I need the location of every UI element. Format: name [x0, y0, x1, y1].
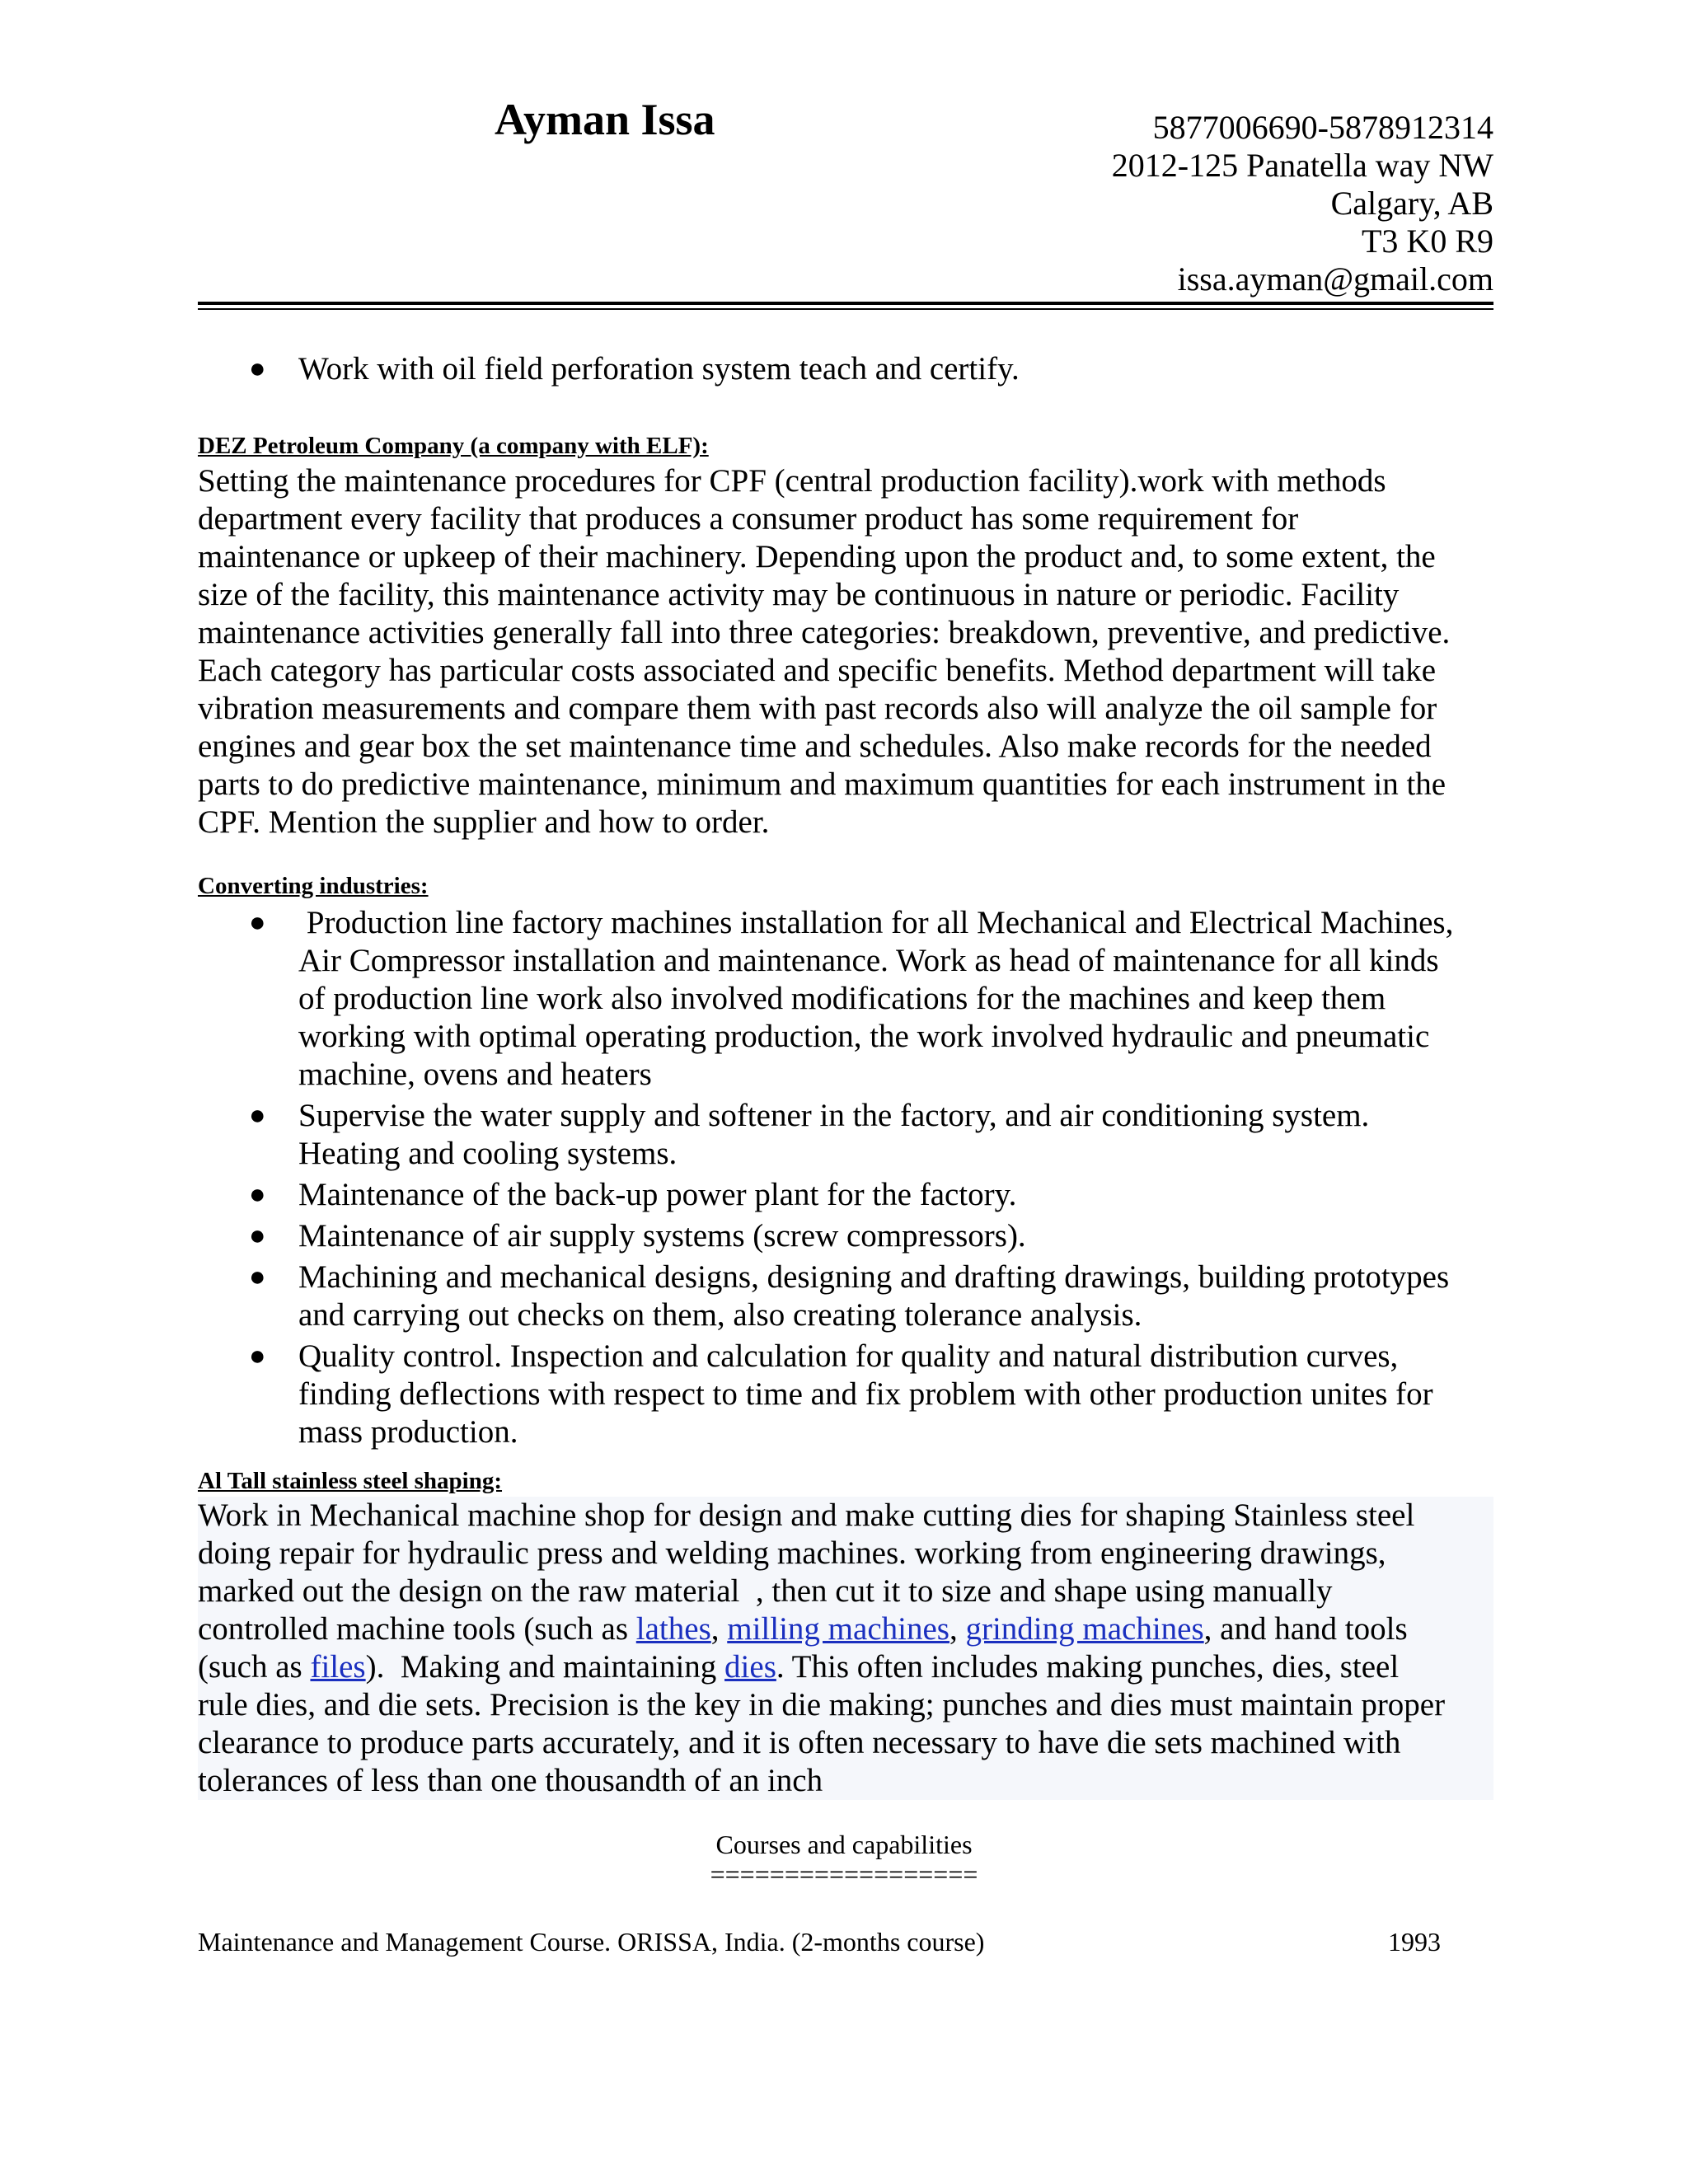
list-item-line: Production line factory machines installation for all Mechanical and Electrical Machines, [298, 905, 1454, 940]
postal-code: T3 K0 R9 [1362, 223, 1493, 260]
bullet-icon: ● [249, 1262, 266, 1292]
list-item-line: Supervise the water supply and softener in the factory, and air conditioning system. [298, 1098, 1370, 1133]
list-item-line: mass production. [298, 1414, 518, 1450]
altall-paragraph [198, 1497, 1493, 1800]
dez-line: maintenance activities generally fall into three categories: breakdown, preventive, and predictive. [198, 615, 1451, 650]
section-title-dez: DEZ Petroleum Company (a company with ELF): [198, 433, 709, 459]
list-item-line: Maintenance of the back-up power plant for the factory. [298, 1177, 1017, 1212]
list-item-line: Air Compressor installation and maintenance. Work as head of maintenance for all kinds [298, 943, 1439, 978]
contact-block [1112, 109, 1493, 298]
dez-paragraph [198, 462, 1500, 841]
list-item-line: Quality control. Inspection and calculation for quality and natural distribution curves, [298, 1338, 1399, 1374]
converting-list [198, 904, 1493, 1451]
altall-line [198, 1610, 1493, 1648]
list-item-line: Machining and mechanical designs, designing and drafting drawings, building prototypes [298, 1259, 1450, 1295]
bullet-icon: ● [249, 1341, 266, 1371]
list-item-line: machine, ovens and heaters [298, 1057, 652, 1092]
list-item [198, 904, 1493, 1094]
courses-title-underline: ================== [710, 1859, 978, 1889]
list-item-line: working with optimal operating production, the work involved hydraulic and pneumatic [298, 1019, 1430, 1054]
intro-bullet-text: Work with oil field perforation system teach and certify. [298, 351, 1020, 387]
altall-line [198, 1648, 1493, 1686]
address-line-1: 2012-125 Panatella way NW [1111, 147, 1493, 184]
phone-number: 5877006690-5878912314 [1152, 109, 1493, 146]
link-grinding-machines[interactable]: grinding machines [965, 1611, 1204, 1647]
course-year: 1993 [1388, 1927, 1441, 1957]
candidate-name: Ayman Issa [495, 95, 715, 144]
link-dies[interactable]: dies [724, 1649, 776, 1685]
dez-line: CPF. Mention the supplier and how to order. [198, 804, 770, 840]
altall-line: marked out the design on the raw material , then cut it to size and shape using manually [198, 1573, 1333, 1609]
altall-line: tolerances of less than one thousandth of an inch [198, 1763, 823, 1798]
section-title-converting: Converting industries: [198, 873, 429, 899]
course-entry [198, 1927, 1441, 1957]
list-item [198, 1338, 1493, 1451]
dez-line: engines and gear box the set maintenance time and schedules. Also make records for the needed [198, 729, 1432, 764]
text-span: controlled machine tools (such as [198, 1611, 636, 1647]
intro-bullet [198, 350, 1493, 388]
section-title-altall: Al Tall stainless steel shaping: [198, 1468, 503, 1494]
altall-line: rule dies, and die sets. Precision is the key in die making; punches and dies must maintain proper [198, 1687, 1446, 1722]
altall-line: Work in Mechanical machine shop for design and make cutting dies for shaping Stainless steel [198, 1497, 1415, 1533]
text-span: . This often includes making punches, dies, steel [776, 1649, 1400, 1685]
text-span: (such as [198, 1649, 311, 1685]
text-span: , [949, 1611, 966, 1647]
list-item [198, 1258, 1493, 1334]
altall-line: clearance to produce parts accurately, and it is often necessary to have die sets machined with [198, 1725, 1401, 1760]
dez-line: maintenance or upkeep of their machinery. Depending upon the product and, to some extent, the [198, 539, 1436, 574]
list-item [198, 1217, 1493, 1255]
bullet-icon: ● [249, 907, 266, 938]
email-address: issa.ayman@gmail.com [1177, 260, 1493, 298]
courses-title: Courses and capabilities [715, 1830, 973, 1859]
text-span: , [710, 1611, 728, 1647]
text-span: , and hand tools [1203, 1611, 1408, 1647]
header-divider-thin [198, 308, 1493, 310]
altall-line: doing repair for hydraulic press and welding machines. working from engineering drawings, [198, 1535, 1386, 1571]
list-item-line: Heating and cooling systems. [298, 1136, 678, 1171]
dez-line: Setting the maintenance procedures for CPF (central production facility).work with methods [198, 463, 1386, 499]
course-description: Maintenance and Management Course. ORISSA, India. (2-months course) [198, 1927, 985, 1957]
address-line-2: Calgary, AB [1330, 185, 1493, 222]
bullet-icon: ● [249, 354, 266, 384]
dez-line: Each category has particular costs associated and specific benefits. Method department will take [198, 653, 1437, 688]
bullet-icon: ● [249, 1179, 266, 1210]
list-item [198, 1176, 1493, 1214]
bullet-icon: ● [249, 1100, 266, 1131]
list-item-line: finding deflections with respect to time and fix problem with other production unites for [298, 1376, 1433, 1412]
dez-line: vibration measurements and compare them with past records also will analyze the oil sample for [198, 691, 1437, 726]
link-milling-machines[interactable]: milling machines [727, 1611, 950, 1647]
link-lathes[interactable]: lathes [635, 1611, 711, 1647]
dez-line: parts to do predictive maintenance, minimum and maximum quantities for each instrument in the [198, 766, 1447, 802]
link-files[interactable]: files [310, 1649, 366, 1685]
list-item [198, 1097, 1493, 1173]
dez-line: department every facility that produces a consumer product has some requirement for [198, 501, 1299, 537]
list-item-line: of production line work also involved modifications for the machines and keep them [298, 981, 1386, 1016]
bullet-icon: ● [249, 1221, 266, 1251]
list-item-line: Maintenance of air supply systems (screw compressors). [298, 1218, 1026, 1254]
text-span: ). Making and maintaining [365, 1649, 725, 1685]
dez-line: size of the facility, this maintenance activity may be continuous in nature or periodic. Facility [198, 577, 1400, 612]
list-item-line: and carrying out checks on them, also creating tolerance analysis. [298, 1297, 1142, 1333]
header-divider-thick [198, 302, 1493, 305]
